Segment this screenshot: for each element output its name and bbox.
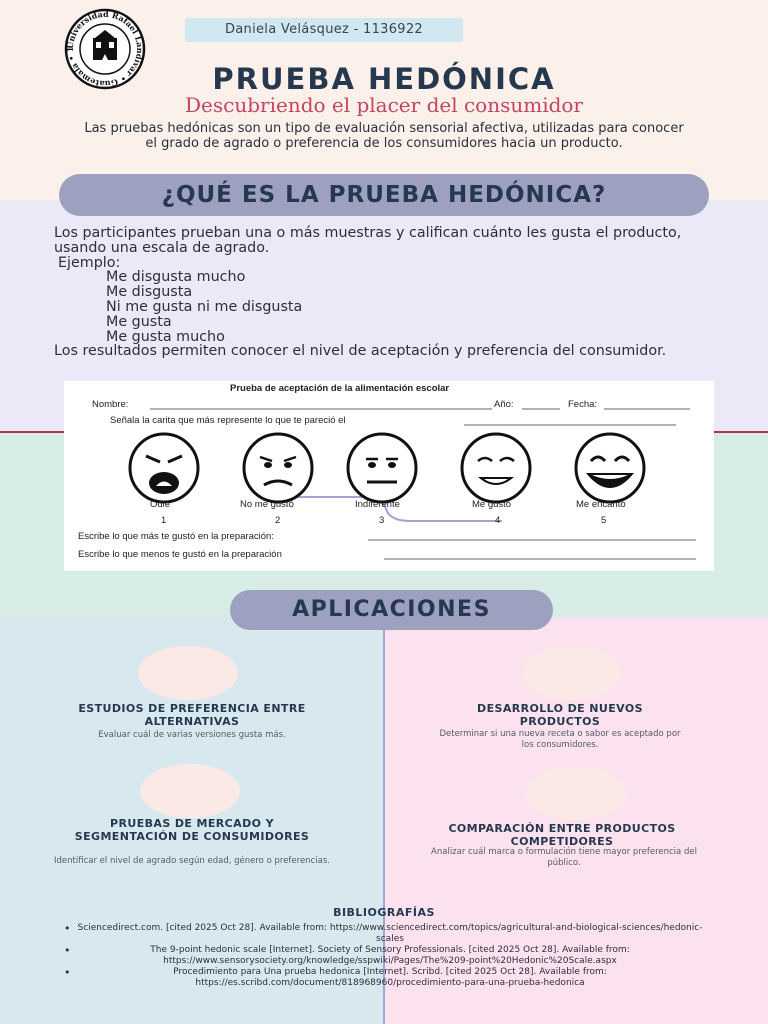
- definition-heading: ¿QUÉ ES LA PRUEBA HEDÓNICA?: [59, 174, 709, 216]
- decorative-blob: [522, 646, 622, 700]
- scale-item: Me disgusta mucho: [106, 269, 246, 286]
- scale-item: Ni me gusta ni me disgusta: [106, 298, 303, 315]
- face-number: 5: [601, 515, 607, 526]
- face-number: 2: [275, 515, 281, 526]
- survey-name-label: Nombre:: [92, 399, 129, 410]
- intro-text: Las pruebas hedónicas son un tipo de evaluación sensorial afectiva, utilizadas para conocer el grado de agrado o preferencia de los consumidores hacia un producto.: [84, 121, 684, 151]
- application-title: DESARROLLO DE NUEVOS PRODUCTOS: [477, 702, 643, 728]
- face-indifferent-icon: [348, 434, 416, 502]
- face-label: Me gustó: [472, 499, 512, 510]
- face-number: 1: [161, 515, 167, 526]
- face-label: Me encantó: [576, 499, 626, 510]
- page-title: PRUEBA HEDÓNICA: [212, 62, 556, 96]
- application-description: Determinar si una nueva receta o sabor es aceptado por los consumidores.: [439, 729, 681, 750]
- face-liked-icon: [462, 434, 530, 502]
- face-label: No me gustó: [240, 499, 294, 510]
- example-label: Ejemplo:: [58, 254, 121, 271]
- face-disliked-icon: [244, 434, 312, 502]
- survey-date-label: Fecha:: [568, 399, 598, 410]
- face-label: Odié: [150, 499, 171, 510]
- decorative-blob: [138, 646, 238, 700]
- application-title: ESTUDIOS DE PREFERENCIA ENTRE ALTERNATIVAS: [78, 702, 306, 728]
- survey-liked-prompt: Escribe lo que más te gustó en la preparación:: [78, 531, 274, 542]
- bibliography-entry: • Sciencedirect.com. [cited 2025 Oct 28]. Available from: https://www.sciencedirect.com/topics/agricultural-and-biological-sciences/hedonic-scales: [60, 923, 720, 945]
- face-loved-icon: [576, 434, 644, 502]
- definition-body: [54, 226, 718, 359]
- bibliography-heading: BIBLIOGRAFÍAS: [333, 906, 435, 919]
- definition-paragraph: Los participantes prueban una o más muestras y califican cuánto les gusta el producto, usando una escala de agrado.: [54, 225, 682, 256]
- application-title: PRUEBAS DE MERCADO Y SEGMENTACIÓN DE CONSUMIDORES: [74, 817, 310, 843]
- survey-disliked-prompt: Escribe lo que menos te gustó en la preparación: [78, 549, 282, 560]
- definition-conclusion: Los resultados permiten conocer el nivel de aceptación y preferencia del consumidor.: [54, 343, 667, 360]
- application-description: Evaluar cuál de varias versiones gusta más.: [98, 730, 286, 740]
- face-label: Indiferente: [355, 499, 400, 510]
- page-subtitle: Descubriendo el placer del consumidor: [185, 93, 583, 117]
- application-description: Identificar el nivel de agrado según edad, género o preferencias.: [54, 856, 330, 866]
- scale-item: Me gusta mucho: [106, 328, 225, 345]
- face-hated-icon: [130, 434, 198, 502]
- logo-text: Universidad Rafael Landívar • Guatemala • 1: [64, 8, 146, 90]
- survey-title: Prueba de aceptación de la alimentación escolar: [230, 383, 450, 394]
- survey-form-image: [64, 381, 714, 571]
- bibliography-entry: • The 9-point hedonic scale [Internet]. Society of Sensory Professionals. [cited 2025 Oct 28]. Available from: https://www.sensorysociety.org/knowledge/sspwiki/Pages/The%209-point%20Hedonic%20Scale.aspx: [60, 945, 720, 967]
- decorative-blob: [526, 766, 626, 820]
- bibliography-list: [60, 923, 720, 989]
- scale-item: Me disgusta: [106, 284, 193, 301]
- face-number: 3: [379, 515, 385, 526]
- applications-heading: APLICACIONES: [230, 590, 553, 630]
- decorative-blob: [140, 764, 240, 818]
- survey-instruction: Señala la carita que más represente lo que te pareció el: [110, 415, 346, 426]
- bibliography-entry: • Procedimiento para Una prueba hedonica [Internet]. Scribd. [cited 2025 Oct 28]. Available from: https://es.scribd.com/document/818968960/procedimiento-para-una-prueba-hedonica: [60, 967, 720, 989]
- scale-item: Me gusta: [106, 313, 172, 330]
- survey-year-label: Año:: [494, 399, 514, 410]
- author-badge: Daniela Velásquez - 1136922: [185, 18, 463, 42]
- application-title: COMPARACIÓN ENTRE PRODUCTOS COMPETIDORES: [448, 822, 676, 848]
- application-description: Analizar cuál marca o formulación tiene mayor preferencia del público.: [431, 847, 697, 868]
- face-number: 4: [495, 515, 501, 526]
